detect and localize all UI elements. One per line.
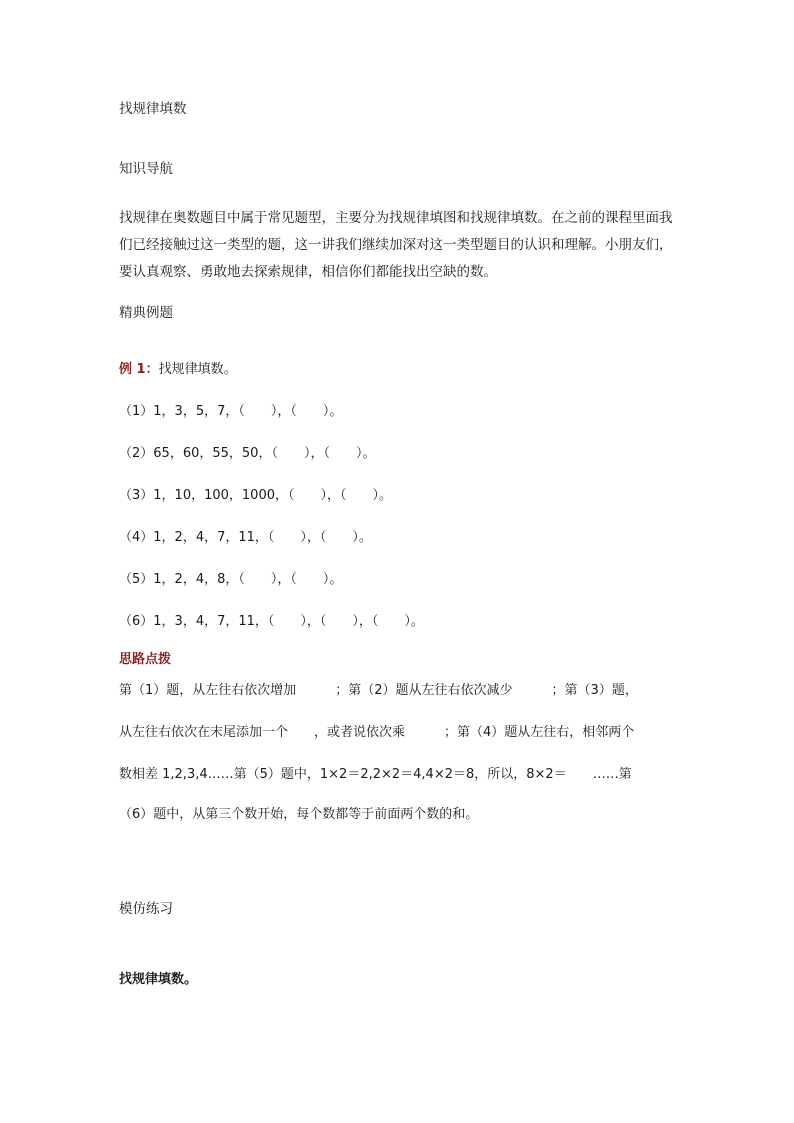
examples-heading: 精典例题 xyxy=(119,305,173,321)
hint-line-3: 数相差 1,2,3,4……第（5）题中，1×2＝2,2×2＝4,4×2＝8，所以，8×2＝ ……第 xyxy=(119,767,632,782)
example-item-4 xyxy=(119,529,372,547)
item-sequence: 1，3，4，7，11，（ ），（ ），（ ）。 xyxy=(153,614,424,629)
item-sequence: 1，10，100，1000，（ ），（ ）。 xyxy=(153,488,392,503)
hint-heading: 思路点拨 xyxy=(119,652,172,667)
practice-prompt: 找规律填数。 xyxy=(119,972,198,987)
example-1-prompt: 找规律填数。 xyxy=(158,362,237,377)
example-item-3 xyxy=(119,487,392,505)
hint-line-4: （6）题中，从第三个数开始，每个数都等于前面两个数的和。 xyxy=(119,807,479,822)
item-number: （5） xyxy=(119,572,154,587)
example-item-2 xyxy=(119,445,375,463)
item-number: （4） xyxy=(119,530,154,545)
example-1-label: 例 1： xyxy=(119,362,159,377)
item-sequence: 1，2，4，7，11，（ ），（ ）。 xyxy=(153,530,372,545)
example-item-5 xyxy=(119,571,342,589)
item-number: （6） xyxy=(119,614,154,629)
item-number: （3） xyxy=(119,488,154,503)
example-item-6 xyxy=(119,613,424,631)
practice-heading: 模仿练习 xyxy=(119,901,173,917)
knowledge-heading: 知识导航 xyxy=(119,161,173,177)
item-sequence: 65，60，55，50，（ ），（ ）。 xyxy=(153,446,376,461)
item-number: （1） xyxy=(119,404,154,419)
item-sequence: 1，2，4，8，（ ），（ ）。 xyxy=(153,572,343,587)
document-title: 找规律填数 xyxy=(119,101,187,117)
example-1-line xyxy=(119,361,237,379)
item-number: （2） xyxy=(119,446,154,461)
item-sequence: 1，3，5，7，（ ），（ ）。 xyxy=(153,404,343,419)
hint-line-2: 从左往右依次在末尾添加一个 ，或者说依次乘 ；第（4）题从左往右，相邻两个 xyxy=(119,725,635,740)
knowledge-paragraph: 找规律在奥数题目中属于常见题型，主要分为找规律填图和找规律填数。在之前的课程里面我们已经接触过这一类型的题，这一讲我们继续加深对这一类型题目的认识和理解。小朋友们，要认真观察、勇敢地去探索规律，相信你们都能找出空缺的数。 xyxy=(119,210,673,280)
example-item-1 xyxy=(119,403,342,421)
hint-line-1: 第（1）题，从左往右依次增加 ；第（2）题从左往右依次减少 ；第（3）题， xyxy=(119,683,638,698)
